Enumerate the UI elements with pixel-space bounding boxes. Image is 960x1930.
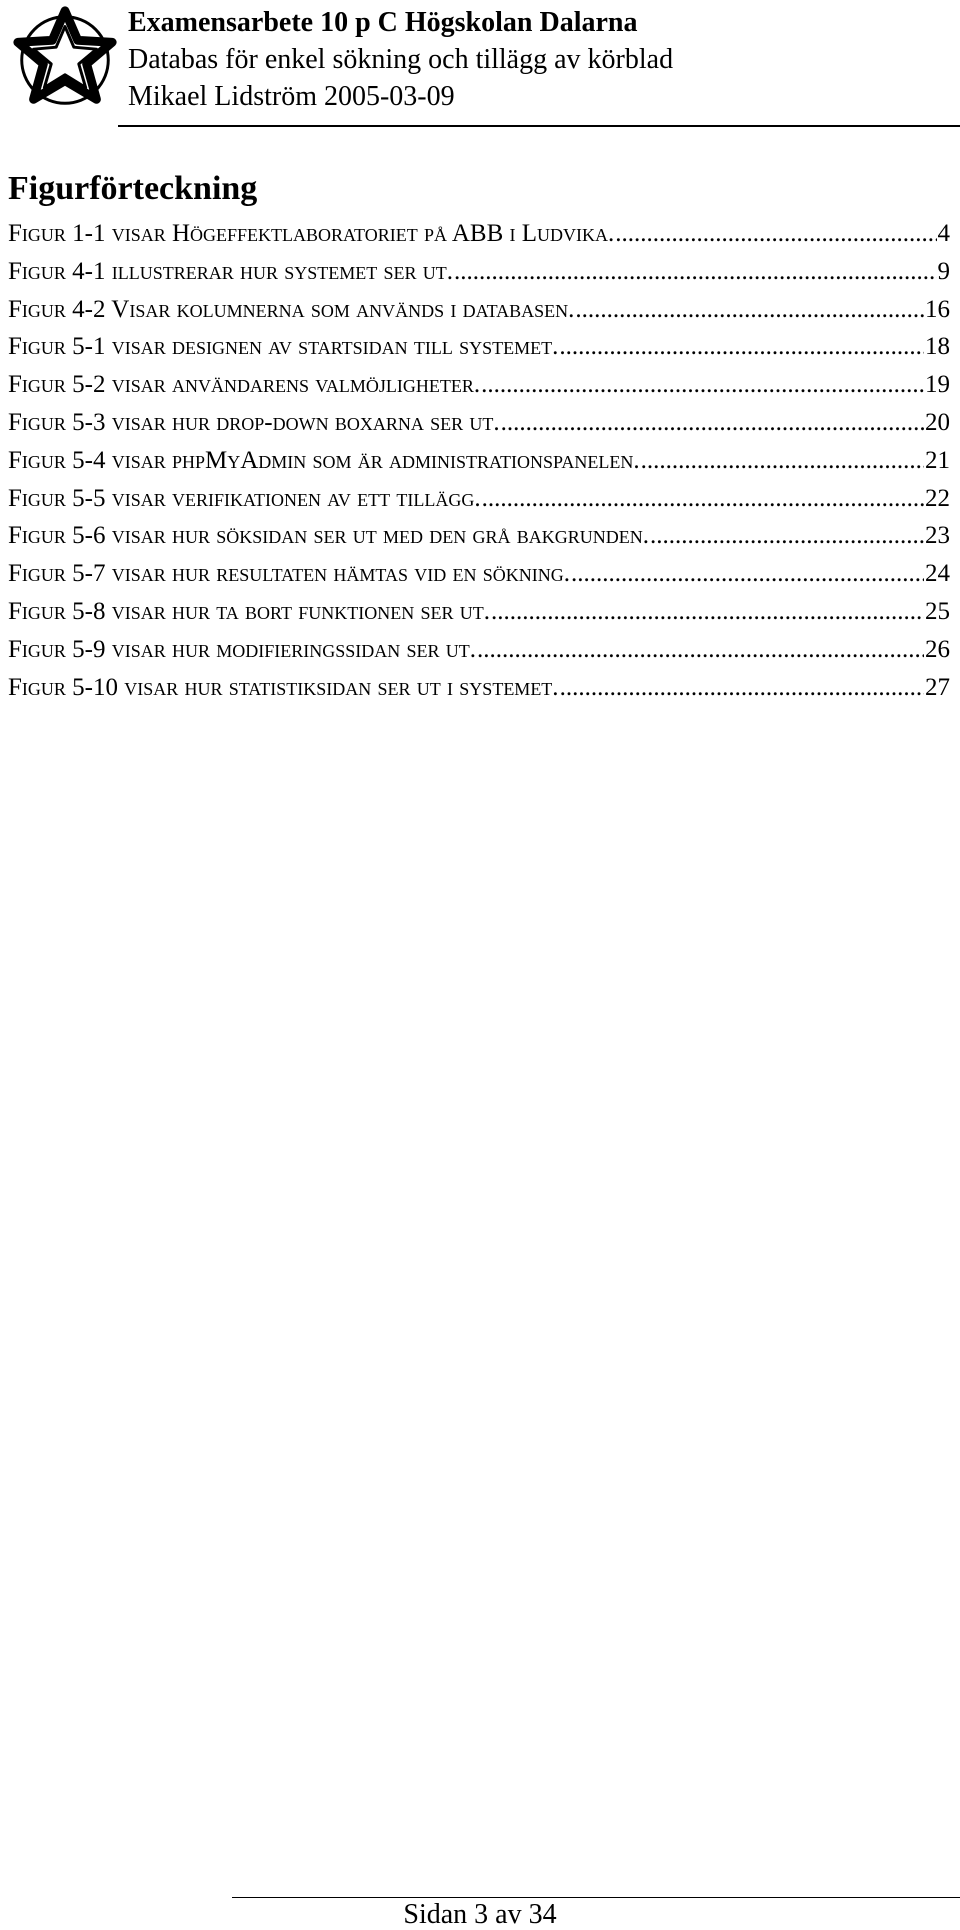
toc-entry[interactable] xyxy=(8,560,950,598)
toc-entry-page: 19 xyxy=(925,371,950,399)
toc-entry-text: Figur 5-6 visar hur söksidan ser ut med den grå bakgrunden. xyxy=(8,522,650,550)
toc-entry[interactable] xyxy=(8,409,950,447)
page-number: Sidan 3 av 34 xyxy=(403,1899,557,1930)
page-header xyxy=(0,0,960,130)
toc-entry-page: 26 xyxy=(925,635,950,663)
toc-leader xyxy=(641,447,924,475)
toc-entry-page: 24 xyxy=(925,560,950,588)
header-divider xyxy=(118,125,960,127)
toc-entry-text: Figur 5-9 visar hur modifieringssidan ser ut. xyxy=(8,635,477,663)
toc-entry[interactable] xyxy=(8,371,950,409)
toc-leader xyxy=(560,674,924,702)
toc-entry[interactable] xyxy=(8,522,950,560)
toc-entry[interactable] xyxy=(8,485,950,523)
toc-leader xyxy=(477,636,924,664)
toc-entry-page: 23 xyxy=(925,522,950,550)
star-logo-icon xyxy=(6,4,124,116)
toc-title: Figurförteckning xyxy=(8,170,258,207)
toc-entry[interactable] xyxy=(8,447,950,485)
toc-entry[interactable] xyxy=(8,674,950,712)
toc-entry-page: 21 xyxy=(925,446,950,474)
toc-entry-text: Figur 5-4 visar phpMyAdmin som är administrationspanelen. xyxy=(8,446,640,474)
toc-leader xyxy=(482,485,924,513)
toc-entry-page: 9 xyxy=(937,257,950,285)
toc-leader xyxy=(454,258,937,286)
toc-leader xyxy=(559,333,924,361)
footer-divider xyxy=(232,1897,960,1898)
toc-leader xyxy=(575,296,924,324)
toc-entry[interactable] xyxy=(8,258,950,296)
toc-leader xyxy=(501,409,924,437)
toc-leader xyxy=(650,522,924,550)
toc-entry-text: Figur 5-10 visar hur statistiksidan ser ut i systemet. xyxy=(8,673,559,701)
header-title: Examensarbete 10 p C Högskolan Dalarna xyxy=(128,7,638,38)
toc-entry[interactable] xyxy=(8,220,950,258)
toc-leader xyxy=(571,560,924,588)
toc-entry[interactable] xyxy=(8,333,950,371)
figure-list xyxy=(8,220,950,711)
toc-entry-text: Figur 1-1 visar Högeffektlaboratoriet på ABB i Ludvika. xyxy=(8,220,615,247)
toc-entry-text: Figur 5-1 visar designen av startsidan till systemet. xyxy=(8,333,559,361)
toc-leader xyxy=(481,371,924,399)
toc-entry-page: 18 xyxy=(925,333,950,361)
toc-entry-text: Figur 5-8 visar hur ta bort funktionen ser ut. xyxy=(8,597,490,625)
toc-entry-page: 20 xyxy=(925,408,950,436)
toc-entry-page: 16 xyxy=(925,295,950,323)
header-subtitle: Databas för enkel sökning och tillägg av körblad xyxy=(128,44,674,75)
toc-entry[interactable] xyxy=(8,636,950,674)
toc-leader xyxy=(615,220,936,248)
toc-entry-text: Figur 5-3 visar hur drop-down boxarna ser ut. xyxy=(8,408,500,436)
toc-entry-text: Figur 4-2 Visar kolumnerna som används i databasen. xyxy=(8,295,575,323)
toc-leader xyxy=(491,598,924,626)
toc-entry-text: Figur 5-2 visar användarens valmöjligheter. xyxy=(8,371,481,399)
toc-entry-page: 27 xyxy=(925,673,950,701)
toc-entry-text: Figur 5-5 visar verifikationen av ett tillägg. xyxy=(8,484,481,512)
toc-entry[interactable] xyxy=(8,598,950,636)
toc-entry-page: 25 xyxy=(925,597,950,625)
header-author-date: Mikael Lidström 2005-03-09 xyxy=(128,81,455,112)
toc-entry-page: 4 xyxy=(937,220,950,247)
toc-entry-page: 22 xyxy=(925,484,950,512)
toc-entry[interactable] xyxy=(8,296,950,334)
toc-entry-text: Figur 5-7 visar hur resultaten hämtas vid en sökning. xyxy=(8,560,570,588)
toc-entry-text: Figur 4-1 illustrerar hur systemet ser ut. xyxy=(8,257,453,285)
